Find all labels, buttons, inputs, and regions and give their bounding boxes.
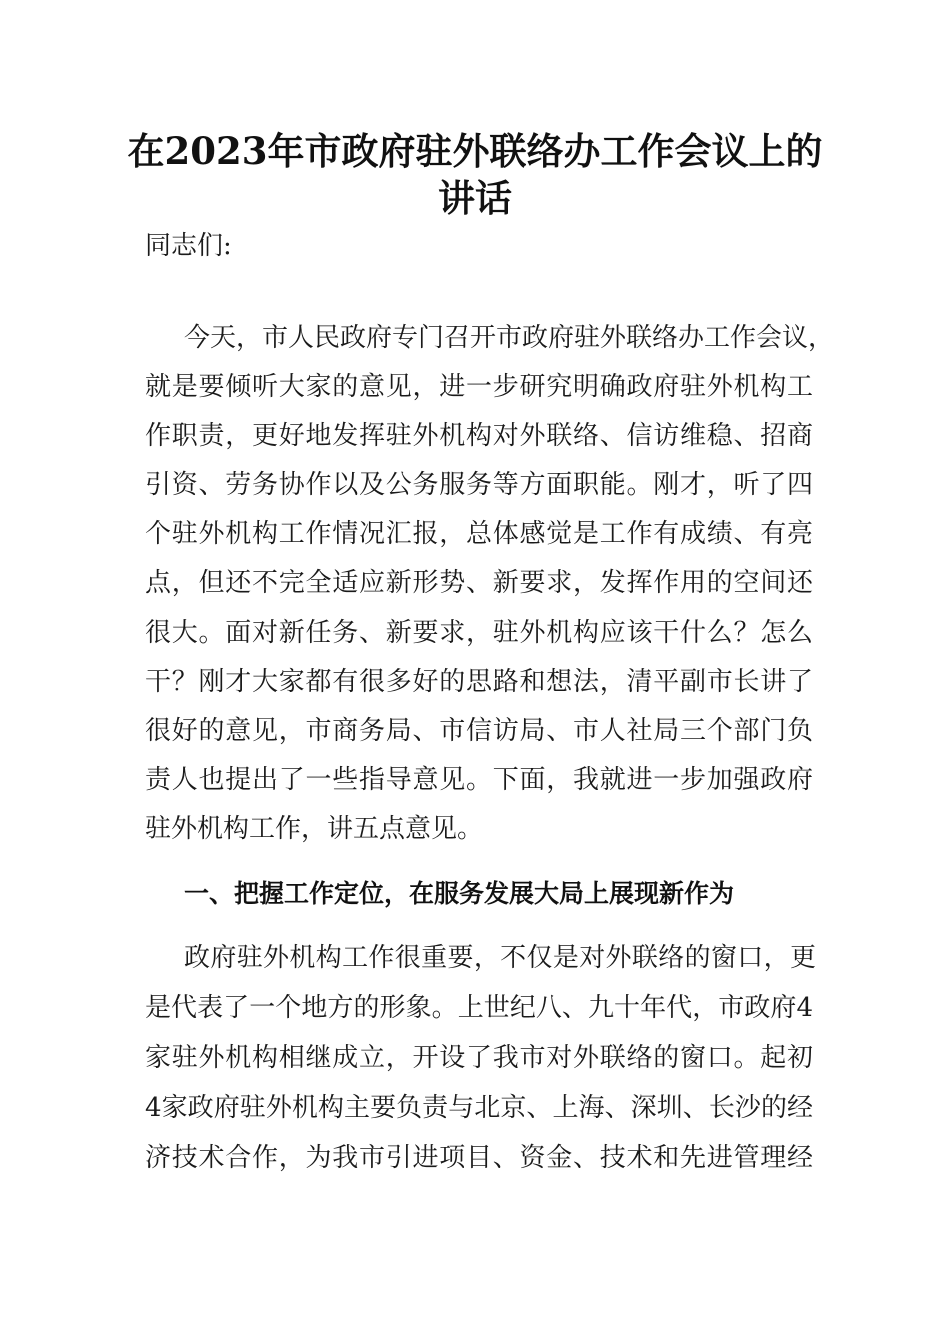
paragraph-1-line: 很大。面对新任务、新要求，驻外机构应该干什么？怎么: [145, 618, 813, 648]
paragraph-1-line: 干？刚才大家都有很多好的思路和想法，清平副市长讲了: [145, 667, 813, 697]
paragraph-1-line: 点，但还不完全适应新形势、新要求，发挥作用的空间还: [145, 568, 813, 598]
paragraph-2-line: 家驻外机构相继成立，开设了我市对外联络的窗口。起初: [145, 1043, 813, 1073]
document-title-line-2: 讲话: [438, 176, 512, 220]
paragraph-1-line: 今天，市人民政府专门召开市政府驻外联络办工作会议，: [184, 323, 835, 353]
section-heading-1: 一、把握工作定位，在服务发展大局上展现新作为: [184, 879, 735, 908]
paragraph-1-line: 责人也提出了一些指导意见。下面，我就进一步加强政府: [145, 765, 813, 795]
paragraph-2-line: 4家政府驻外机构主要负责与北京、上海、深圳、长沙的经: [145, 1093, 813, 1123]
document-title-line-1: 在2023年市政府驻外联络办工作会议上的: [127, 129, 823, 173]
salutation: 同志们:: [145, 231, 232, 261]
paragraph-1-line: 很好的意见，市商务局、市信访局、市人社局三个部门负: [145, 716, 813, 746]
paragraph-1-line: 作职责，更好地发挥驻外机构对外联络、信访维稳、招商: [145, 421, 813, 451]
paragraph-1-line: 引资、劳务协作以及公务服务等方面职能。刚才，听了四: [145, 470, 813, 500]
paragraph-1-line: 个驻外机构工作情况汇报，总体感觉是工作有成绩、有亮: [145, 519, 813, 549]
paragraph-2-line: 政府驻外机构工作很重要，不仅是对外联络的窗口，更: [184, 943, 816, 973]
paragraph-1-line: 驻外机构工作，讲五点意见。: [145, 814, 484, 844]
paragraph-1-line: 就是要倾听大家的意见，进一步研究明确政府驻外机构工: [145, 372, 813, 402]
paragraph-2-line: 是代表了一个地方的形象。上世纪八、九十年代，市政府4: [145, 993, 813, 1023]
paragraph-2-line: 济技术合作，为我市引进项目、资金、技术和先进管理经: [145, 1143, 813, 1173]
